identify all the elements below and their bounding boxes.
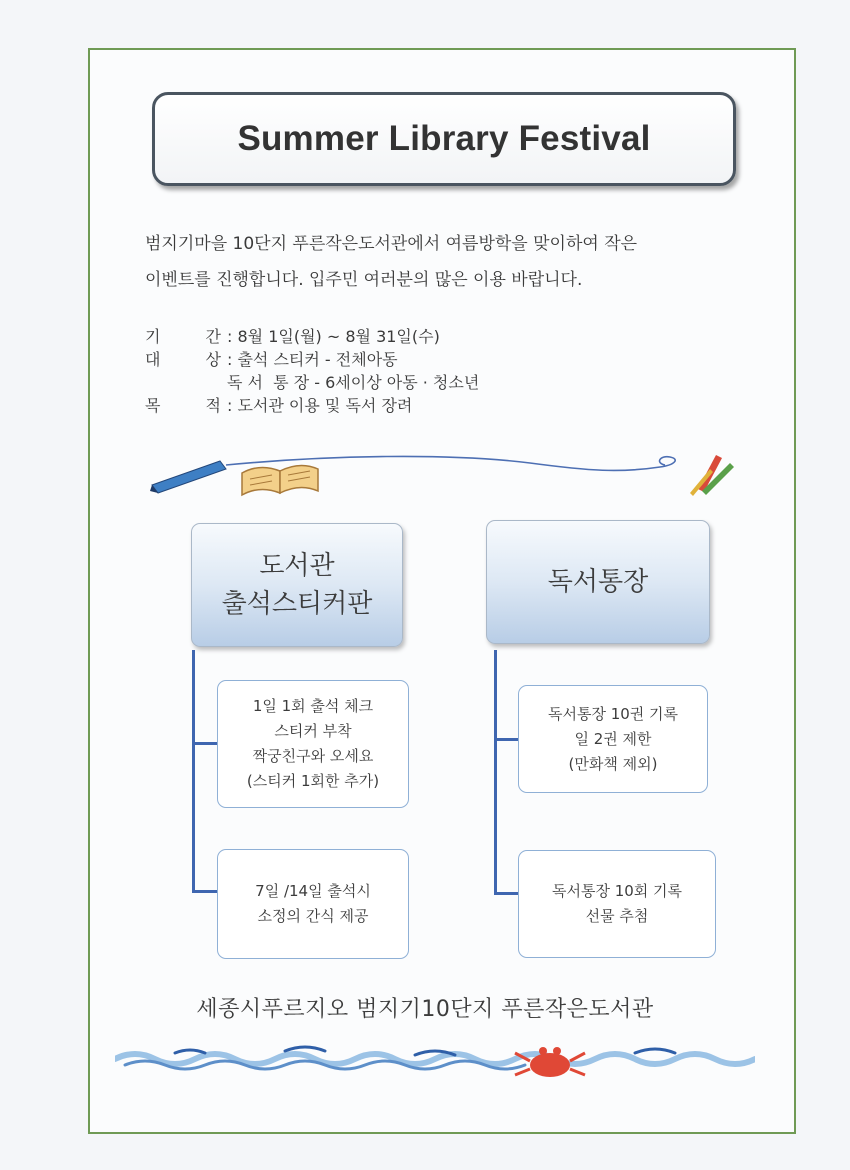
wave-icon [115,1047,755,1069]
label-char: 간 [205,327,221,346]
intro-line: 이벤트를 진행합니다. 입주민 여러분의 많은 이용 바랍니다. [145,270,583,290]
title-banner [152,92,736,186]
label-char: 적 [205,396,221,415]
page-title: Summer Library Festival [237,119,651,158]
attendance-reward-box [217,849,409,959]
intro-line: 범지기마을 10단지 푸른작은도서관에서 여름방학을 맞이하여 작은 [145,234,638,254]
rule-line: 일 2권 제한 [574,729,652,748]
reward-line: 선물 추첨 [585,907,649,925]
rule-line: 스티커 부착 [274,722,352,740]
sea-wave-decoration [115,1035,755,1085]
reading-passbook-heading [486,520,710,644]
connector-line [192,650,195,892]
connector-line [494,892,519,895]
connector-line [494,650,497,895]
passbook-rules-box [518,685,708,793]
info-purpose [145,394,745,417]
attendance-sticker-heading [191,523,403,647]
info-period [145,325,745,348]
heading-line: 독서통장 [547,567,649,597]
label-char: 기 [145,327,161,346]
connector-line [494,738,519,741]
reward-line: 7일 /14일 출석시 [255,882,371,900]
pen-icon [150,461,226,493]
rule-line: 독서통장 10권 기록 [547,704,679,723]
purpose-value: : 도서관 이용 및 독서 장려 [227,396,413,415]
label-char: 상 [205,350,221,369]
connector-line [192,742,217,745]
period-value: : 8월 1일(월) ~ 8월 31일(수) [227,327,440,346]
info-target-2 [145,371,745,394]
passbook-reward-box [518,850,716,958]
pen-and-book-decoration [150,445,750,505]
intro-paragraph [145,226,745,298]
label-char: 대 [145,350,161,369]
reward-line: 독서통장 10회 기록 [551,882,683,900]
open-book-icon [242,465,318,495]
target-value-2: 독 서 통 장 - 6세이상 아동 · 청소년 [227,373,480,392]
library-name-footer: 세종시푸르지오 범지기10단지 푸른작은도서관 [196,997,654,1022]
heading-line: 출석스티커판 [221,589,373,619]
rule-line: 짝궁친구와 오세요 [252,747,374,765]
attendance-rules-box [217,680,409,808]
target-value: : 출석 스티커 - 전체아동 [227,350,398,369]
pencils-icon [690,455,734,496]
event-info [145,325,745,417]
rule-line: (스티커 1회한 추가) [246,772,380,790]
info-target [145,348,745,371]
rule-line: 1일 1회 출석 체크 [252,697,374,715]
heading-line: 도서관 [259,551,335,581]
rule-line: (만화책 제외) [568,754,658,773]
connector-line [192,890,217,893]
reward-line: 소정의 간식 제공 [257,907,369,925]
label-char: 목 [145,396,161,415]
